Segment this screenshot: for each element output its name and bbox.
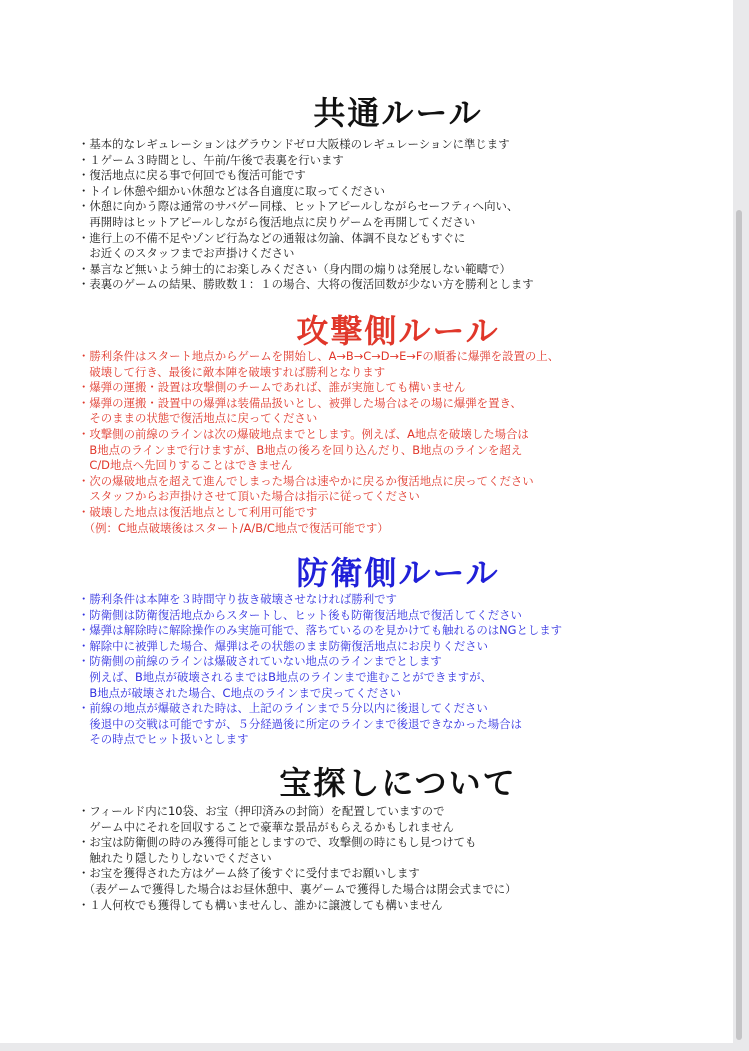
- list-item: ・お宝は防衛側の時のみ獲得可能としますので、攻撃側の時にもし見つけても: [78, 835, 477, 850]
- list-item: ・防衛側は防衛復活地点からスタートし、ヒット後も防衛復活地点で復活してください: [78, 607, 522, 622]
- list-item: そのままの状態で復活地点に戻ってください: [78, 411, 318, 426]
- list-item: B地点が破壊された場合、C地点のラインまで戻ってください: [78, 685, 401, 700]
- list-item: ・勝利条件はスタート地点からゲームを開始し、A→B→C→D→E→Fの順番に爆弾を設置の上、: [78, 349, 560, 363]
- defense-rules-title: 防衛側ルール: [296, 554, 500, 592]
- attack-rules-list: [78, 349, 718, 536]
- list-item: お近くのスタッフまでお声掛けください: [78, 246, 295, 261]
- list-item: ・進行上の不備不足やゾンビ行為などの通報は勿論、体調不良などもすぐに: [78, 230, 466, 245]
- list-item: C/D地点へ先回りすることはできません: [78, 458, 293, 473]
- list-item: ・前線の地点が爆破された時は、上記のラインまで５分以内に後退してください: [78, 701, 488, 716]
- list-item: （例：C地点破壊後はスタート/A/B/C地点で復活可能です）: [78, 520, 389, 535]
- list-item: ・攻撃側の前線のラインは次の爆破地点までとします。例えば、A地点を破壊した場合は: [78, 426, 529, 441]
- list-item: ・爆弾の運搬・設置は攻撃側のチームであれば、誰が実施しても構いません: [78, 380, 466, 395]
- common-rules-title: 共通ルール: [313, 94, 483, 132]
- attack-rules-title: 攻撃側ルール: [296, 312, 500, 350]
- list-item: スタッフからお声掛けさせて頂いた場合は指示に従ってください: [78, 489, 420, 504]
- treasure-hunt-title: 宝探しについて: [279, 764, 517, 802]
- list-item: 後退中の交戦は可能ですが、５分経過後に所定のラインまで後退できなかった場合は: [78, 716, 522, 731]
- list-item: 例えば、B地点が破壊されるまではB地点のラインまで進むことができますが、: [78, 669, 492, 684]
- list-item: ・勝利条件は本陣を３時間守り抜き破壊させなければ勝利です: [78, 592, 397, 606]
- list-item: （表ゲームで獲得した場合はお昼休憩中、裏ゲームで獲得した場合は閉会式までに）: [78, 881, 517, 896]
- list-item: ・復活地点に戻る事で何回でも復活可能です: [78, 168, 306, 183]
- list-item: B地点のラインまで行けますが、B地点の後ろを回り込んだり、B地点のラインを超え: [78, 442, 523, 457]
- list-item: 再開時はヒットアピールしながら復活地点に戻りゲームを再開してください: [78, 214, 476, 229]
- list-item: ・次の爆破地点を超えて進んでしまった場合は速やかに戻るか復活地点に戻ってください: [78, 473, 534, 488]
- list-item: ・表裏のゲームの結果、勝敗数１：１の場合、大将の復活回数が少ない方を勝利とします: [78, 277, 534, 292]
- list-item: ・解除中に被弾した場合、爆弾はその状態のまま防衛復活地点にお戻りください: [78, 638, 489, 653]
- list-item: ゲーム中にそれを回収することで豪華な景品がもらえるかもしれません: [78, 819, 454, 834]
- list-item: ・爆弾の運搬・設置中の爆弾は装備品扱いとし、被弾した場合はその場に爆弾を置き、: [78, 395, 522, 410]
- defense-rules-list: [78, 592, 718, 748]
- treasure-hunt-list: [78, 804, 718, 913]
- list-item: ・破壊した地点は復活地点として利用可能です: [78, 504, 318, 519]
- list-item: 触れたり隠したりしないでください: [78, 850, 272, 865]
- list-item: ・休憩に向かう際は通常のサバゲー同様、ヒットアピールしながらセーフティへ向い、: [78, 199, 519, 214]
- list-item: ・フィールド内に10袋、お宝（押印済みの封筒）を配置していますので: [78, 804, 445, 818]
- vertical-scrollbar[interactable]: [736, 210, 742, 1040]
- list-item: ・爆弾は解除時に解除操作のみ実施可能で、落ちているのを見かけても触れるのはNGとします: [78, 623, 563, 638]
- list-item: その時点でヒット扱いとします: [78, 732, 249, 747]
- list-item: ・暴言など無いよう紳士的にお楽しみください（身内間の煽りは発展しない範疇で）: [78, 261, 511, 276]
- list-item: ・１人何枚でも獲得しても構いませんし、誰かに譲渡しても構いません: [78, 897, 443, 912]
- list-item: ・基本的なレギュレーションはグラウンドゼロ大阪様のレギュレーションに準じます: [78, 137, 510, 151]
- list-item: 破壊して行き、最後に敵本陣を破壊すれば勝利となります: [78, 364, 386, 379]
- common-rules-list: [78, 137, 718, 293]
- list-item: ・トイレ休憩や細かい休憩などは各自適度に取ってください: [78, 183, 385, 198]
- list-item: ・防衛側の前線のラインは爆破されていない地点のラインまでとします: [78, 654, 442, 669]
- list-item: ・１ゲーム３時間とし、午前/午後で表裏を行います: [78, 152, 344, 167]
- list-item: ・お宝を獲得された方はゲーム終了後すぐに受付までお願いします: [78, 866, 420, 881]
